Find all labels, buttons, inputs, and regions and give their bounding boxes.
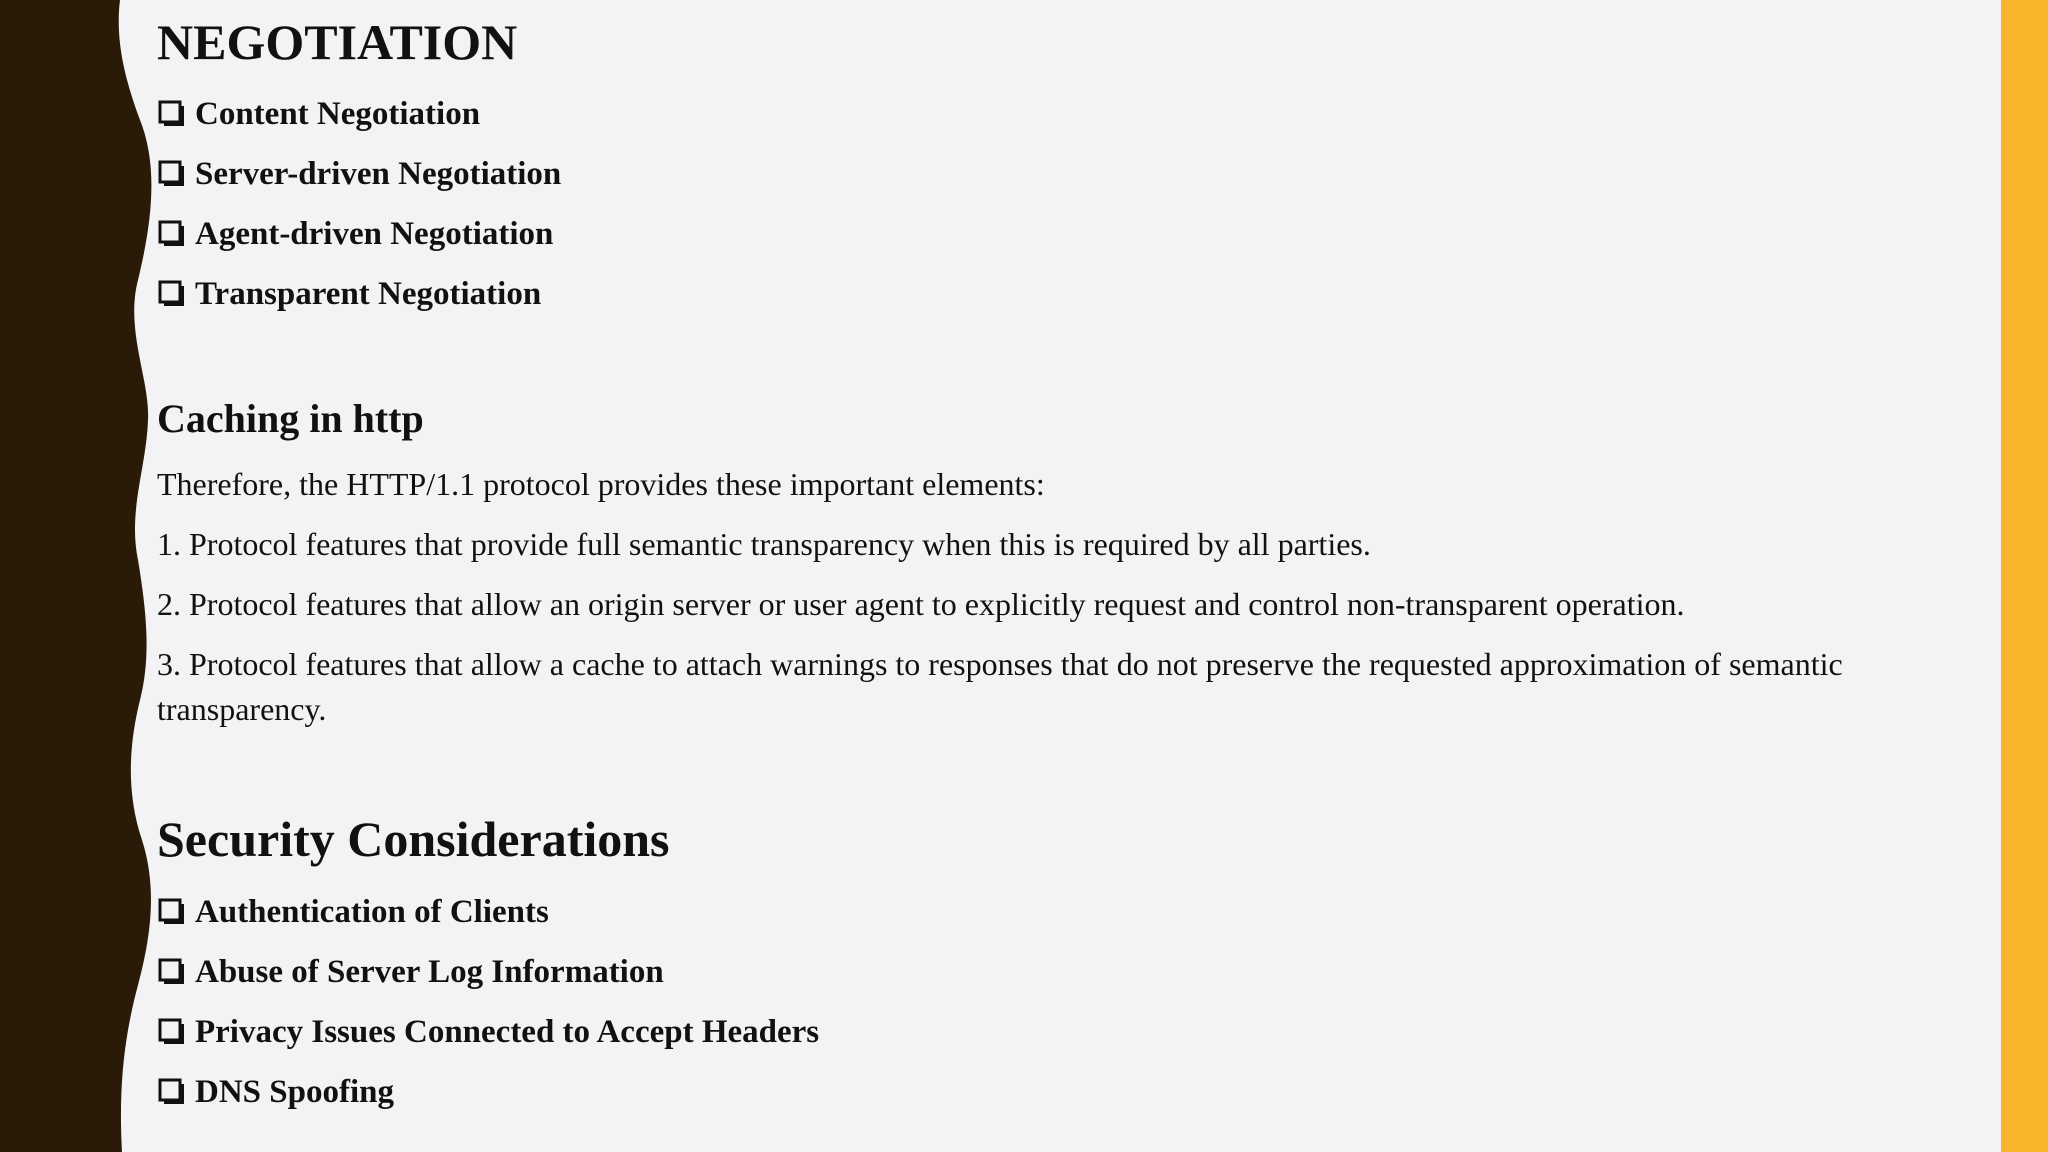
caching-point: 3. Protocol features that allow a cache to attach warnings to responses that do not preserve the requested approximation of semantic transparency. [157,646,1843,727]
list-item [157,892,549,932]
caching-title: Caching in http [157,396,424,441]
list-item-label: Authentication of Clients [195,894,549,930]
checkbox-shadow-icon [157,1077,187,1107]
caching-point: 2. Protocol features that allow an origin server or user agent to explicitly request and control non-transparent operation. [157,586,1685,622]
left-wave-shape [0,0,151,1152]
caching-intro: Therefore, the HTTP/1.1 protocol provides these important elements: [157,466,1045,502]
list-item-label: Agent-driven Negotiation [195,216,554,252]
list-item-label: DNS Spoofing [195,1074,394,1110]
checkbox-shadow-icon [157,957,187,987]
checkbox-shadow-icon [157,219,187,249]
list-item [157,154,561,194]
checkbox-shadow-icon [157,897,187,927]
checkbox-shadow-icon [157,279,187,309]
list-item-label: Privacy Issues Connected to Accept Headers [195,1014,820,1050]
list-item [157,1012,819,1052]
checkbox-shadow-icon [157,159,187,189]
list-item [157,1072,394,1112]
right-accent-band [2001,0,2048,1152]
security-title: Security Considerations [157,811,670,867]
caching-point: 1. Protocol features that provide full semantic transparency when this is required by all parties. [157,526,1371,562]
checkbox-shadow-icon [157,99,187,129]
list-item [157,952,664,992]
list-item-label: Abuse of Server Log Information [195,954,664,990]
list-item-label: Content Negotiation [195,96,481,132]
list-item [157,94,480,134]
list-item [157,214,553,254]
negotiation-title: NEGOTIATION [157,14,518,70]
list-item-label: Transparent Negotiation [195,276,542,312]
list-item [157,274,541,314]
checkbox-shadow-icon [157,1017,187,1047]
list-item-label: Server-driven Negotiation [195,156,562,192]
